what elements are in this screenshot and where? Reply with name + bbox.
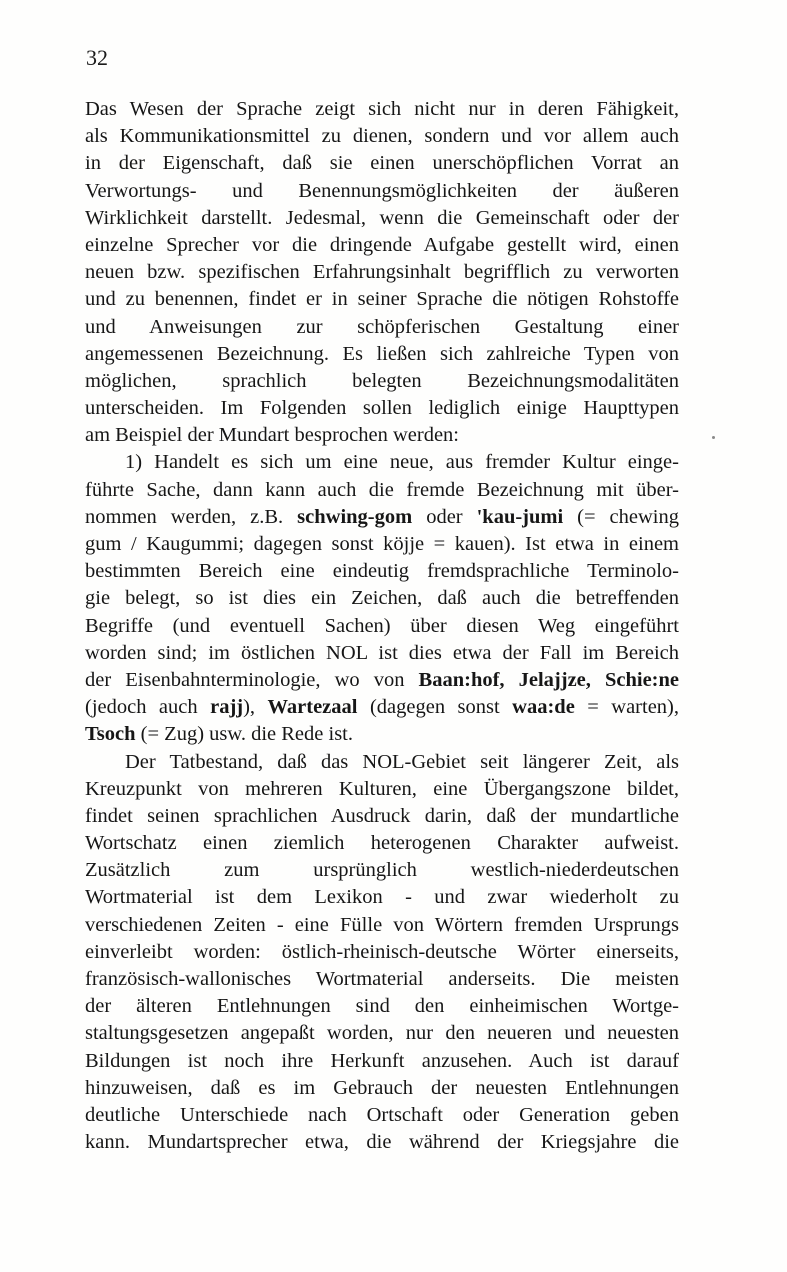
text-line [85,939,679,966]
text-line [85,912,679,939]
text-run: (= chewing [563,505,679,528]
text-line [85,449,679,476]
text-run: Begriffe (und eventuell Sachen) über diesen Weg eingeführt [85,614,679,637]
text-line [85,1048,679,1075]
bold-term: 'kau-jumi [476,505,564,528]
text-run: Bildungen ist noch ihre Herkunft anzusehen. Auch ist darauf [85,1049,679,1072]
text-run: nommen werden, z.B. [85,505,298,528]
page-number: 32 [86,45,108,70]
text-run: worden sind; im östlichen NOL ist dies etwa der Fall im Bereich [85,641,679,664]
text-line [85,667,679,694]
bold-term: waa:de [512,696,575,719]
text-line [85,694,679,721]
text-run: Zusätzlich zum ursprünglich westlich-niederdeutschen [85,859,679,882]
text-run: in der Eigenschaft, daß sie einen unerschöpflichen Vorrat an [85,152,679,175]
text-run: am Beispiel der Mundart besprochen werden: [85,424,460,447]
text-run: neuen bzw. spezifischen Erfahrungsinhalt begrifflich zu verworten [85,261,679,284]
text-line [85,857,679,884]
text-line [85,259,679,286]
text-run: findet seinen sprachlichen Ausdruck darin, daß der mundartliche [85,804,679,827]
text-run: verschiedenen Zeiten - eine Fülle von Wörtern fremden Ursprungs [85,913,679,936]
text-run: Verwortungs- und Benennungsmöglichkeiten der äußeren [85,179,679,202]
text-run: oder [412,505,477,528]
text-line [85,341,679,368]
text-run: Der Tatbestand, daß das NOL-Gebiet seit längerer Zeit, als [125,750,679,773]
text-line [85,803,679,830]
text-run: Das Wesen der Sprache zeigt sich nicht nur in deren Fähigkeit, [85,98,679,120]
body-text [85,96,679,1156]
bold-term: schwing-gom [297,505,413,528]
text-run: kann. Mundartsprecher etwa, die während der Kriegsjahre die [85,1131,679,1154]
text-line [85,966,679,993]
text-line [85,585,679,612]
text-run: führte Sache, dann kann auch die fremde Bezeichnung mit über- [85,478,679,501]
text-run: (dagegen sonst [357,696,513,719]
text-line [85,721,679,748]
text-line [85,749,679,776]
text-run: = warten), [574,696,680,719]
bold-term: rajj [210,696,244,719]
text-line [85,613,679,640]
text-line [85,993,679,1020]
text-line [85,504,679,531]
text-line [85,205,679,232]
text-line [85,776,679,803]
text-line [85,368,679,395]
text-line [85,477,679,504]
text-line [85,123,679,150]
text-line [85,531,679,558]
text-run: Wortschatz einen ziemlich heterogenen Charakter aufweist. [85,832,679,855]
text-run: und Anweisungen zur schöpferischen Gestaltung einer [85,315,679,338]
text-run: der älteren Entlehnungen sind den einheimischen Wortge- [85,995,679,1018]
text-run: Wirklichkeit darstellt. Jedesmal, wenn die Gemeinschaft oder der [85,206,679,229]
text-run: hinzuweisen, daß es im Gebrauch der neuesten Entlehnungen [85,1076,679,1099]
text-line [85,178,679,205]
text-run: einverleibt worden: östlich-rheinisch-deutsche Wörter einerseits, [85,940,679,963]
text-run: einzelne Sprecher vor die dringende Aufgabe gestellt wird, einen [85,233,679,256]
text-line [85,884,679,911]
text-run: unterscheiden. Im Folgenden sollen lediglich einige Haupttypen [85,397,679,420]
text-line [85,286,679,313]
text-run: Wortmaterial ist dem Lexikon - und zwar wiederholt zu [85,886,679,909]
text-line [85,314,679,341]
text-run: gum / Kaugummi; dagegen sonst köjje = kauen). Ist etwa in einem [85,533,679,555]
text-run: 1) Handelt es sich um eine neue, aus fremder Kultur einge- [125,451,679,474]
text-line [85,1102,679,1129]
text-line [85,558,679,585]
text-line [85,1020,679,1047]
text-line [85,1129,679,1156]
text-run: der Eisenbahnterminologie, wo von [85,668,419,691]
bold-term: Baan:hof, Jelajjze, Schie:ne [418,668,679,691]
text-run: deutliche Unterschiede nach Ortschaft oder Generation geben [85,1103,679,1126]
text-run: gie belegt, so ist dies ein Zeichen, daß auch die betreffenden [85,587,679,610]
text-line [85,395,679,422]
text-run: möglichen, sprachlich belegten Bezeichnungsmodalitäten [85,369,679,392]
text-line [85,232,679,259]
text-run: Kreuzpunkt von mehreren Kulturen, eine Übergangszone bildet, [85,777,679,800]
text-run: französisch-wallonisches Wortmaterial anderseits. Die meisten [85,968,679,990]
text-line [85,830,679,857]
text-line [85,96,679,123]
text-line [85,640,679,667]
print-speck [712,436,715,439]
text-run: bestimmten Bereich eine eindeutig fremdsprachliche Terminolo- [85,560,679,583]
text-line [85,150,679,177]
text-run: angemessenen Bezeichnung. Es ließen sich zahlreiche Typen von [85,342,679,365]
text-run: als Kommunikationsmittel zu dienen, sondern und vor allem auch [85,125,679,148]
text-run: staltungsgesetzen angepaßt worden, nur den neueren und neuesten [85,1022,679,1045]
text-line [85,1075,679,1102]
text-line [85,422,679,449]
text-run: (jedoch auch [85,696,211,719]
text-run: ), [243,696,268,719]
text-run: (= Zug) usw. die Rede ist. [135,723,354,746]
bold-term: Tsoch [85,723,136,746]
text-run: und zu benennen, findet er in seiner Sprache die nötigen Rohstoffe [85,288,679,311]
bold-term: Wartezaal [267,696,358,719]
